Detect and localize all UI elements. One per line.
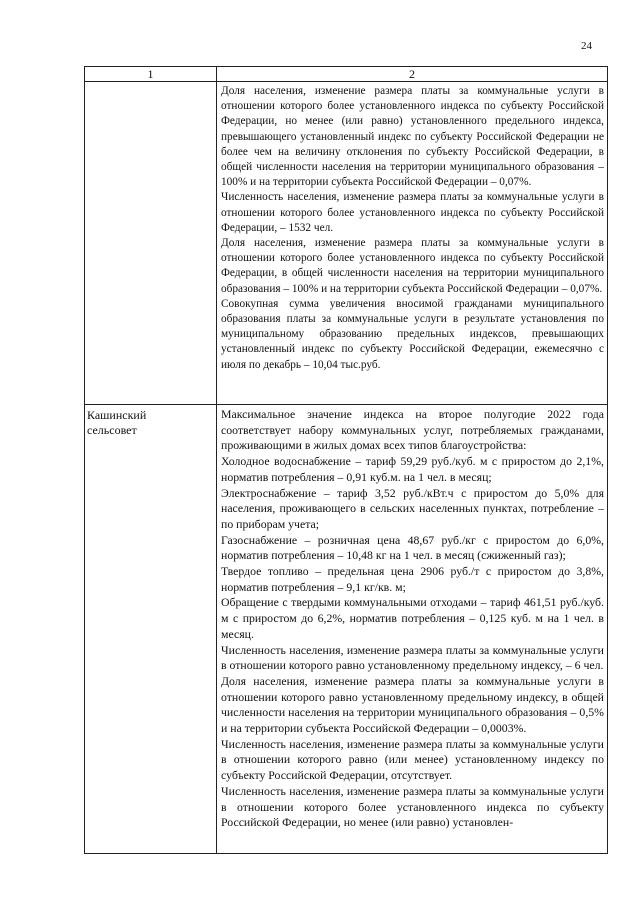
paragraph: Обращение с твердыми коммунальными отходами – тариф 461,51 руб./куб. м с приростом до 6,2%, норматив потребления – 0,125 куб. м на 1 чел. в месяц. [221, 595, 604, 641]
paragraph: Твердое топливо – предельная цена 2906 руб./т с приростом до 3,8%, норматив потребления – 9,1 кг/кв. м; [221, 564, 604, 594]
paragraph: Численность населения, изменение размера платы за коммунальные услуги в отношении которого более установленного индекса по субъекту Российской Федерации, но менее (или равно) установлен- [221, 783, 604, 830]
paragraph: Численность населения, изменение размера платы за коммунальные услуги в отношении которого равно (или менее) установленному индексу по субъекту Российской Федерации, отсутствует. [221, 736, 604, 783]
paragraph: Максимальное значение индекса на второе полугодие 2022 года соответствует набору коммунальных услуг, потребляемых гражданами, проживающими в жилых домах всех типов благоустройства: [221, 407, 604, 453]
paragraph: Газоснабжение – розничная цена 48,67 руб./кг с приростом до 6,0%, норматив потребления – 10,48 кг на 1 чел. в месяц (сжиженный газ); [221, 532, 604, 563]
paragraph: Доля населения, изменение размера платы за коммунальные услуги в отношении которого равно установленному предельному индексу, в общей численности населения на территории муниципального образования – 0,5% и на территории субъекта Российской Федерации – 0,0003%. [221, 673, 604, 736]
row-label: Кашинский сельсовет [85, 405, 217, 854]
paragraph: Доля населения, изменение размера платы за коммунальные услуги в отношении которого более установленного индекса по субъекту Российской Федерации, в общей численности населения на территории муниципального образования – 100% и на территории субъекта Российской Федерации – 0,07%. [221, 237, 604, 295]
paragraph: Холодное водоснабжение – тариф 59,29 руб./куб. м с приростом до 2,1%, норматив потребления – 0,91 куб.м. на 1 чел. в месяц; [221, 454, 604, 484]
row-content [217, 82, 608, 405]
column-header-2: 2 [217, 67, 608, 82]
row-content [217, 405, 608, 854]
row-label [85, 82, 217, 405]
paragraph: Совокупная сумма увеличения вносимой гражданами муниципального образования платы за коммунальные услуги в результате установления по муниципальному образованию предельных индексов, превышающих установленный индекс по субъекту Российской Федерации, ежемесячно с июля по декабрь – 10,04 тыс.руб. [221, 297, 604, 371]
paragraph: Электроснабжение – тариф 3,52 руб./кВт.ч с приростом до 5,0% для населения, проживающего в сельских населенных пунктах, потребление – по приборам учета; [221, 485, 604, 531]
table-row [85, 82, 608, 405]
page-number: 24 [581, 40, 592, 52]
document-table [84, 66, 608, 854]
column-header-1: 1 [85, 67, 217, 82]
paragraph: Численность населения, изменение размера платы за коммунальные услуги в отношении которого равно установленному предельному индексу, – 6 чел. [221, 642, 604, 673]
table-row [85, 405, 608, 854]
paragraph: Доля населения, изменение размера платы за коммунальные услуги в отношении которого более установленного индекса по субъекту Российской Федерации, но менее (или равно) установленного предельного индекса, превышающего установленный индекс по субъекту Российской Федерации не более чем на величину отклонения по субъекту Российской Федерации, в общей численности населения на территории муниципального образования – 100% и на территории субъекта Российской Федерации – 0,07%. [221, 85, 604, 189]
table-header-row [85, 67, 608, 82]
paragraph: Численность населения, изменение размера платы за коммунальные услуги в отношении которого более установленного индекса по субъекту Российской Федерации, – 1532 чел. [221, 191, 604, 234]
